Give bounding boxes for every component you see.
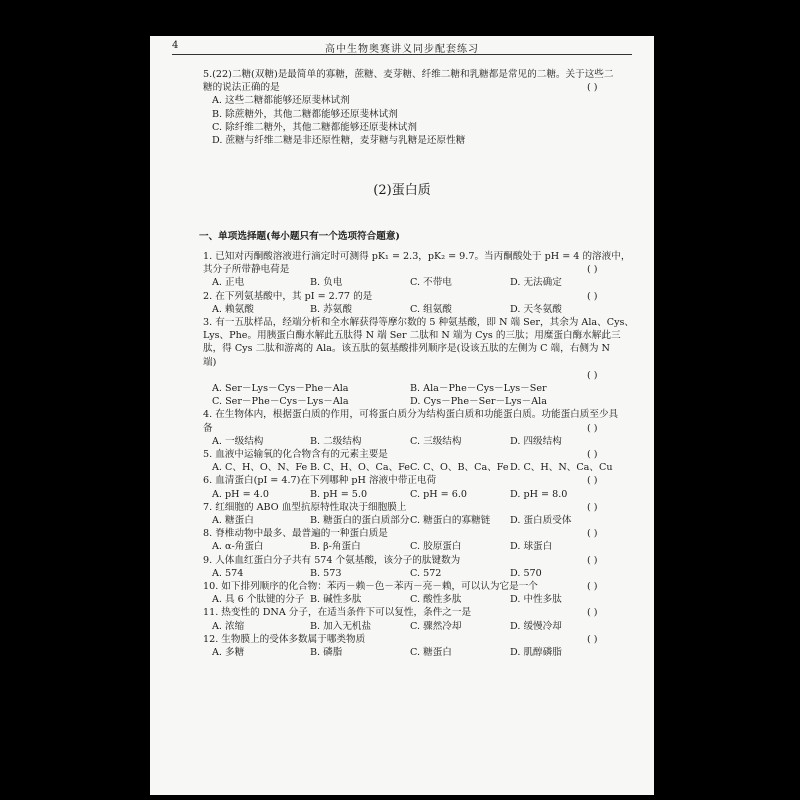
protein-q3-answer-paren: ( ) <box>587 369 598 381</box>
protein-q11-option: D. 缓慢冷却 <box>510 620 562 632</box>
page-number: 4 <box>172 40 179 51</box>
protein-q12-answer-paren: ( ) <box>587 633 598 645</box>
document-page <box>150 36 654 795</box>
protein-q10-answer-paren: ( ) <box>587 581 598 592</box>
protein-q4-option: C. 三级结构 <box>410 435 462 447</box>
protein-q2-option: C. 组氨酸 <box>410 303 452 315</box>
protein-q6-option: C. pH = 6.0 <box>410 488 468 500</box>
protein-q7-answer-paren: ( ) <box>587 501 598 513</box>
protein-q8-option: C. 胶原蛋白 <box>410 541 462 553</box>
protein-q7-option: C. 糖蛋白的寡糖链 <box>410 515 491 526</box>
protein-q6-option: A. pH = 4.0 <box>212 488 269 500</box>
protein-q6-option: D. pH = 8.0 <box>510 488 568 500</box>
protein-q8-option: A. α-角蛋白 <box>212 541 264 553</box>
protein-q1-stem-line: 1. 已知对丙酮酸溶液进行滴定时可测得 pK₁ = 2.3，pK₂ = 9.7。当丙酮酸处于 pH = 4 的溶液中， <box>203 251 631 262</box>
protein-q6-stem-line: 6. 血清蛋白(pI = 4.7)在下列哪种 pH 溶液中带正电荷 <box>203 475 437 487</box>
carbohydrate-q5-option: B. 除蔗糖外，其他二糖都能够还原斐林试剂 <box>212 108 398 120</box>
protein-q1-option: B. 负电 <box>310 277 343 289</box>
protein-q2-stem-line: 2. 在下列氨基酸中，其 pI = 2.77 的是 <box>203 290 373 302</box>
part-heading: 一、单项选择题(每小题只有一个选项符合题意) <box>199 231 400 242</box>
protein-q2-option: B. 苏氨酸 <box>310 303 352 315</box>
protein-q10-option: B. 碱性多肽 <box>310 594 362 606</box>
protein-q3-stem-line: 端) <box>203 356 217 368</box>
protein-q3-option: D. Cys－Phe－Ser－Lys－Ala <box>410 396 547 408</box>
section-title: (2)蛋白质 <box>373 183 431 198</box>
protein-q10-option: A. 具 6 个肽键的分子 <box>212 594 305 606</box>
protein-q11-option: B. 加入无机盐 <box>310 620 372 632</box>
protein-q1-answer-paren: ( ) <box>587 264 598 276</box>
protein-q1-stem-line: 其分子所带静电荷是 <box>203 264 290 276</box>
protein-q10-stem-line: 10. 如下排列顺序的化合物：苯丙－赖－色－苯丙－亮－赖，可以认为它是一个 <box>203 581 538 592</box>
carbohydrate-q5-option: D. 蔗糖与纤维二糖是非还原性糖，麦芽糖与乳糖是还原性糖 <box>212 135 466 146</box>
carbohydrate-q5-option: C. 除纤维二糖外，其他二糖都能够还原斐林试剂 <box>212 121 417 133</box>
protein-q9-answer-paren: ( ) <box>587 554 598 566</box>
protein-q4-stem-line: 备 <box>203 422 213 434</box>
protein-q7-option: A. 糖蛋白 <box>212 515 254 526</box>
page-header <box>172 38 632 55</box>
protein-q7-stem-line: 7. 红细胞的 ABO 血型抗原特性取决于细胞膜上 <box>203 501 407 513</box>
protein-q10-option: D. 中性多肽 <box>510 594 562 606</box>
protein-q3-option: C. Ser－Phe－Cys－Lys－Ala <box>212 396 349 408</box>
protein-q11-option: A. 浓缩 <box>212 620 245 632</box>
protein-q8-answer-paren: ( ) <box>587 528 598 540</box>
carbohydrate-q5-stem-line: 5.(22)二糖(双糖)是最简单的寡糖，蔗糖、麦芽糖、纤维二糖和乳糖都是常见的二糖。关于这些二 <box>203 69 614 80</box>
protein-q3-stem-line: Lys、Phe。用胰蛋白酶水解此五肽得 N 端 Ser 二肽和 N 端为 Cys 的三肽；用糜蛋白酶水解此三 <box>203 330 621 342</box>
protein-q2-answer-paren: ( ) <box>587 290 598 302</box>
protein-q5-option: D. C、H、N、Ca、Cu <box>510 462 613 474</box>
protein-q7-option: D. 蛋白质受体 <box>510 515 572 526</box>
protein-q3-option: A. Ser－Lys－Cys－Phe－Ala <box>212 383 349 394</box>
protein-q2-option: D. 天冬氨酸 <box>510 303 562 315</box>
protein-q8-option: B. β-角蛋白 <box>310 541 361 553</box>
protein-q12-option: D. 肌醇磷脂 <box>510 647 562 658</box>
protein-q6-option: B. pH = 5.0 <box>310 488 368 500</box>
protein-q5-option: A. C、H、O、N、Fe <box>212 462 308 474</box>
protein-q3-stem-line: 肽，得 Cys 二肽和游离的 Ala。该五肽的氨基酸排列顺序是(设该五肽的左侧为 C 端，右侧为 N <box>203 343 610 355</box>
protein-q12-option: C. 糖蛋白 <box>410 647 452 658</box>
protein-q9-option: D. 570 <box>510 567 542 579</box>
carbohydrate-q5-answer-paren: ( ) <box>587 82 598 94</box>
protein-q11-answer-paren: ( ) <box>587 607 598 619</box>
protein-q4-option: D. 四级结构 <box>510 435 562 447</box>
protein-q3-stem-line: 3. 有一五肽样品，经端分析和全水解获得等摩尔数的 5 种氨基酸，即 N 端 Ser，其余为 Ala、Cys、 <box>203 317 635 328</box>
carbohydrate-q5-stem-line: 糖的说法正确的是 <box>203 82 280 94</box>
protein-q3-option: B. Ala－Phe－Cys－Lys－Ser <box>410 383 547 394</box>
carbohydrate-q5-option: A. 这些二糖都能够还原斐林试剂 <box>212 95 350 107</box>
protein-q5-answer-paren: ( ) <box>587 449 598 460</box>
protein-q10-option: C. 酸性多肽 <box>410 594 462 606</box>
protein-q11-option: C. 骤然冷却 <box>410 620 462 632</box>
protein-q9-option: A. 574 <box>212 567 244 579</box>
protein-q4-answer-paren: ( ) <box>587 422 598 434</box>
protein-q7-option: B. 糖蛋白的蛋白质部分 <box>310 515 410 526</box>
protein-q4-option: A. 一级结构 <box>212 435 264 447</box>
protein-q12-stem-line: 12. 生物膜上的受体多数属于哪类物质 <box>203 633 366 645</box>
protein-q11-stem-line: 11. 热变性的 DNA 分子，在适当条件下可以复性，条件之一是 <box>203 607 472 619</box>
protein-q6-answer-paren: ( ) <box>587 475 598 487</box>
protein-q1-option: C. 不带电 <box>410 277 452 289</box>
protein-q4-stem-line: 4. 在生物体内，根据蛋白质的作用，可将蛋白质分为结构蛋白质和功能蛋白质。功能蛋白质至少具 <box>203 409 619 421</box>
running-title: 高中生物奥赛讲义同步配套练习 <box>325 44 479 55</box>
protein-q4-option: B. 二级结构 <box>310 435 362 447</box>
protein-q2-option: A. 赖氨酸 <box>212 303 254 315</box>
protein-q9-option: C. 572 <box>410 567 442 579</box>
protein-q9-option: B. 573 <box>310 567 342 579</box>
protein-q5-option: B. C、H、O、Ca、Fe <box>310 462 410 474</box>
protein-q9-stem-line: 9. 人体血红蛋白分子共有 574 个氨基酸，该分子的肽键数为 <box>203 554 461 566</box>
protein-q5-option: C. C、O、B、Ca、Fe <box>410 462 509 474</box>
protein-q1-option: A. 正电 <box>212 277 245 289</box>
protein-q8-option: D. 球蛋白 <box>510 541 553 553</box>
protein-q5-stem-line: 5. 血液中运输氧的化合物含有的元素主要是 <box>203 449 388 460</box>
protein-q8-stem-line: 8. 脊椎动物中最多、最普遍的一种蛋白质是 <box>203 528 388 540</box>
protein-q12-option: B. 磷脂 <box>310 647 343 658</box>
protein-q12-option: A. 多糖 <box>212 647 245 658</box>
protein-q1-option: D. 无法确定 <box>510 277 562 289</box>
